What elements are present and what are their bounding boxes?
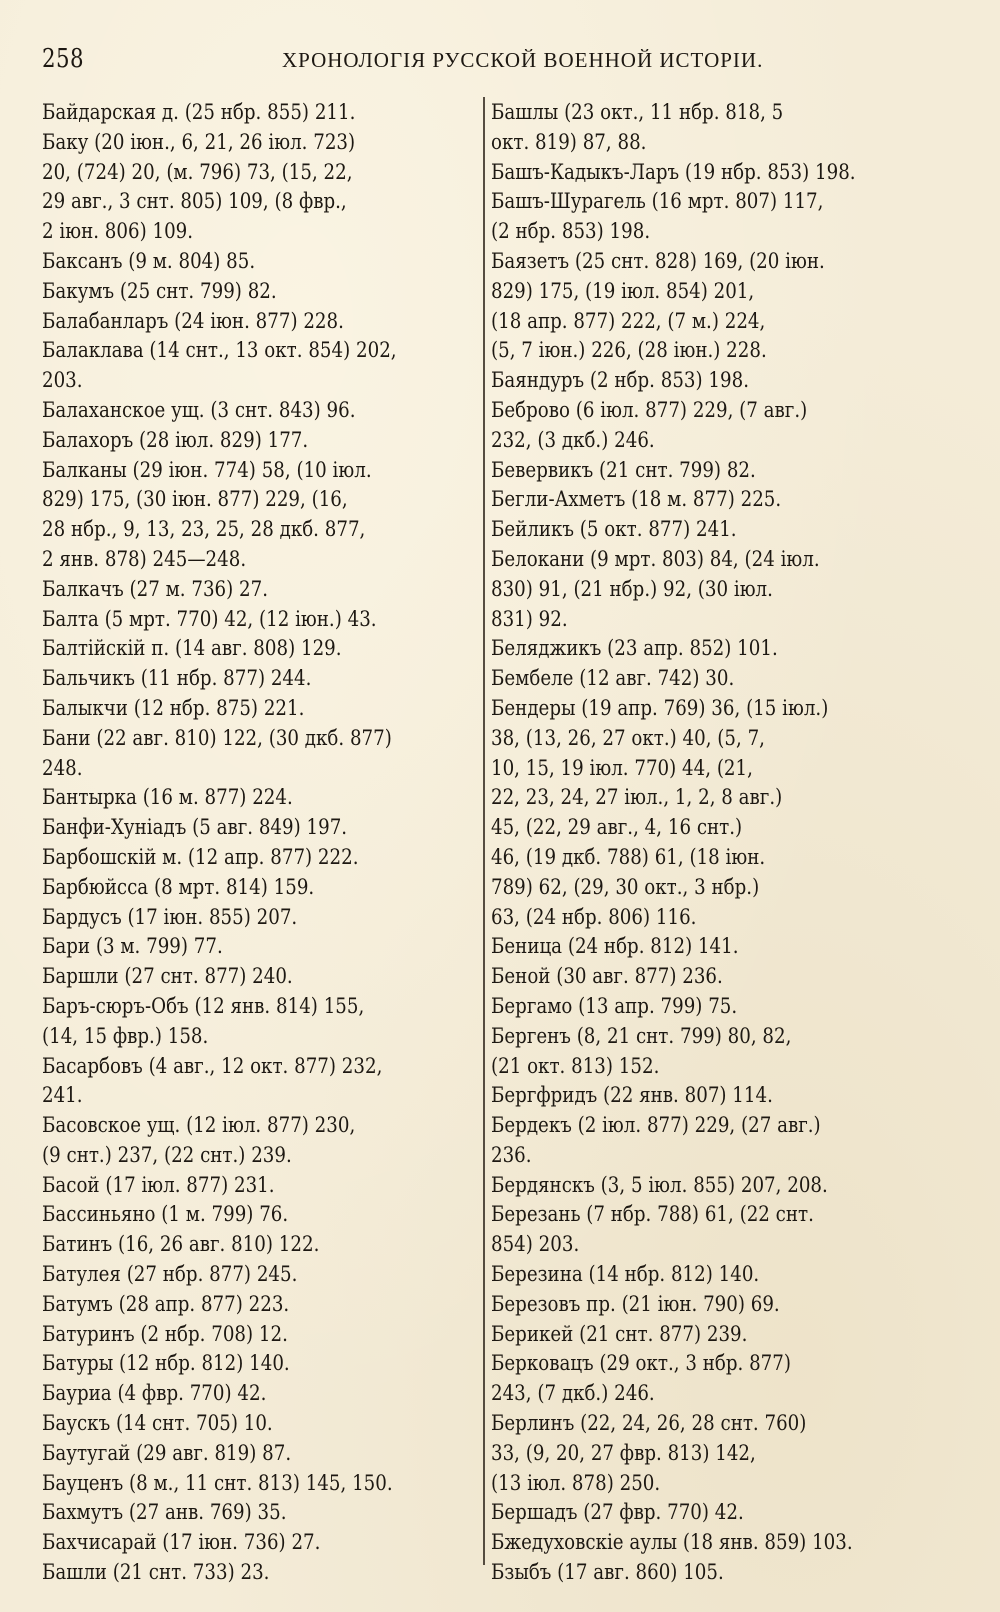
index-entry-headword-line: Бардусъ (17 іюн. 855) 207. [42, 903, 298, 929]
index-entry [491, 484, 962, 514]
index-entry-headword-line: Беница (24 нбр. 812) 141. [491, 933, 739, 959]
index-entry [42, 1229, 492, 1259]
index-entry-headword-line: Берикей (21 снт. 877) 239. [491, 1320, 748, 1346]
index-entry [42, 1438, 492, 1468]
index-entry-continuation-line: (14, 15 фвр.) 158. [42, 1022, 209, 1048]
index-entry [42, 1527, 492, 1557]
index-entry-headword-line: Басовское ущ. (12 іюл. 877) 230, [42, 1112, 356, 1138]
index-entry-continuation-line: 243, (7 дкб.) 246. [491, 1380, 655, 1406]
index-entry [491, 1170, 962, 1200]
index-entry-headword-line: Балаклава (14 снт., 13 окт. 854) 202, [42, 337, 397, 363]
index-entry-headword-line: Бантырка (16 м. 877) 224. [42, 784, 293, 810]
index-entry-headword-line: Бевервикъ (21 снт. 799) 82. [491, 456, 756, 482]
index-entry-headword-line: Барбюйсса (8 мрт. 814) 159. [42, 873, 315, 899]
index-entry [491, 931, 962, 961]
index-entry-continuation-line: окт. 819) 87, 88. [491, 128, 647, 154]
index-entry-headword-line: Басарбовъ (4 авг., 12 окт. 877) 232, [42, 1052, 383, 1078]
index-entry [491, 693, 962, 931]
index-entry-continuation-line: 10, 15, 19 іюл. 770) 44, (21, [491, 754, 753, 780]
index-entry-continuation-line: 203. [42, 367, 83, 393]
index-entry [42, 723, 492, 783]
index-entry-headword-line: Балтійскій п. (14 авг. 808) 129. [42, 635, 342, 661]
index-entry-headword-line: Бахмутъ (27 анв. 769) 35. [42, 1499, 287, 1525]
index-entry [42, 872, 492, 902]
index-entry-headword-line: Батумъ (28 апр. 877) 223. [42, 1290, 290, 1316]
index-entry [491, 455, 962, 485]
index-entry [42, 812, 492, 842]
index-entry-continuation-line: 22, 23, 24, 27 іюл., 1, 2, 8 авг.) [491, 784, 783, 810]
index-entry-headword-line: Бауценъ (8 м., 11 снт. 813) 145, 150. [42, 1469, 393, 1495]
index-entry-headword-line: Балаханское ущ. (3 снт. 843) 96. [42, 396, 356, 422]
index-entry [42, 1289, 492, 1319]
index-entry [42, 246, 492, 276]
index-entry-headword-line: Бердекъ (2 іюл. 877) 229, (27 авг.) [491, 1112, 821, 1138]
index-entry [42, 604, 492, 634]
index-entry-continuation-line: 2 іюн. 806) 109. [42, 218, 194, 244]
index-entry [42, 1170, 492, 1200]
index-entry [491, 633, 962, 663]
index-entry [42, 1497, 492, 1527]
index-entry-headword-line: Баръ-сюръ-Объ (12 янв. 814) 155, [42, 992, 365, 1018]
index-entry-headword-line: Бахчисарай (17 іюн. 736) 27. [42, 1529, 321, 1555]
index-entry [42, 425, 492, 455]
index-entry-headword-line: Березань (7 нбр. 788) 61, (22 снт. [491, 1201, 814, 1227]
index-entry-headword-line: Белокани (9 мрт. 803) 84, (24 іюл. [491, 545, 820, 571]
index-entry-headword-line: Барбошскій м. (12 апр. 877) 222. [42, 843, 359, 869]
index-entry-headword-line: Березовъ пр. (21 іюн. 790) 69. [491, 1290, 780, 1316]
index-entry [42, 1408, 492, 1438]
index-entry-headword-line: Балта (5 мрт. 770) 42, (12 іюн.) 43. [42, 605, 377, 631]
index-entry [42, 1319, 492, 1349]
index-entry-continuation-line: 830) 91, (21 нбр.) 92, (30 іюл. [491, 575, 773, 601]
index-entry-continuation-line: (9 снт.) 237, (22 снт.) 239. [42, 1141, 292, 1167]
index-entry-headword-line: Балабанларъ (24 іюн. 877) 228. [42, 307, 344, 333]
index-entry-headword-line: Березина (14 нбр. 812) 140. [491, 1261, 760, 1287]
running-head [42, 44, 962, 76]
index-entry-continuation-line: 46, (19 дкб. 788) 61, (18 іюн. [491, 843, 766, 869]
index-entry-headword-line: Баускъ (14 снт. 705) 10. [42, 1410, 273, 1436]
index-entry-headword-line: Балахоръ (28 іюл. 829) 177. [42, 426, 309, 452]
index-entry-headword-line: Башъ-Кадыкъ-Ларъ (19 нбр. 853) 198. [491, 158, 856, 184]
index-entry-continuation-line: 248. [42, 754, 83, 780]
index-entry-headword-line: Бергенъ (8, 21 снт. 799) 80, 82, [491, 1022, 792, 1048]
index-entry-headword-line: Бжедуховскіе аулы (18 янв. 859) 103. [491, 1529, 853, 1555]
index-entry [42, 306, 492, 336]
index-entry [42, 276, 492, 306]
index-entry [491, 1497, 962, 1527]
index-entry [491, 1557, 962, 1587]
index-entry-headword-line: Батинъ (16, 26 авг. 810) 122. [42, 1231, 320, 1257]
index-entry-headword-line: Бергамо (13 апр. 799) 75. [491, 992, 738, 1018]
index-entry [491, 961, 962, 991]
index-entry [42, 782, 492, 812]
index-entry-headword-line: Бальчикъ (11 нбр. 877) 244. [42, 665, 312, 691]
index-entry-headword-line: Башли (21 снт. 733) 23. [42, 1559, 270, 1585]
index-entry [491, 186, 962, 246]
index-entry-headword-line: Бендеры (19 апр. 769) 36, (15 іюл.) [491, 694, 829, 720]
index-entry [491, 157, 962, 187]
index-entry [491, 97, 962, 157]
index-entry [42, 1557, 492, 1587]
index-entry-continuation-line: 854) 203. [491, 1231, 580, 1257]
index-entry-continuation-line: 829) 175, (19 іюл. 854) 201, [491, 277, 755, 303]
index-entry-headword-line: Батуринъ (2 нбр. 708) 12. [42, 1320, 288, 1346]
index-column-left [42, 97, 467, 1587]
index-entry-headword-line: Бергфридъ (22 янв. 807) 114. [491, 1082, 773, 1108]
index-entry [491, 1021, 962, 1081]
index-entry-headword-line: Балкачъ (27 м. 736) 27. [42, 575, 269, 601]
index-entry-headword-line: Баку (20 іюн., 6, 21, 26 іюл. 723) [42, 128, 356, 154]
index-entry-continuation-line: 789) 62, (29, 30 окт., 3 нбр.) [491, 873, 760, 899]
index-entry [42, 1259, 492, 1289]
index-entry-headword-line: Бегли-Ахметъ (18 м. 877) 225. [491, 486, 782, 512]
index-entry-headword-line: Баяндуръ (2 нбр. 853) 198. [491, 367, 749, 393]
index-entry [491, 365, 962, 395]
index-column-right [491, 97, 941, 1587]
index-entry-headword-line: Баршли (27 снт. 877) 240. [42, 963, 293, 989]
index-entry-continuation-line: 33, (9, 20, 27 фвр. 813) 142, [491, 1439, 756, 1465]
index-entry-headword-line: Бауриа (4 фвр. 770) 42. [42, 1380, 267, 1406]
index-entry [491, 1527, 962, 1557]
index-entry-continuation-line: 38, (13, 26, 27 окт.) 40, (5, 7, [491, 724, 765, 750]
index-entry [42, 1110, 492, 1170]
index-columns [42, 97, 962, 1585]
index-entry [491, 1080, 962, 1110]
index-entry [491, 991, 962, 1021]
index-entry [491, 1199, 962, 1259]
index-entry-headword-line: Балыкчи (12 нбр. 875) 221. [42, 694, 305, 720]
index-entry [491, 246, 962, 365]
index-entry-continuation-line: 63, (24 нбр. 806) 116. [491, 903, 697, 929]
index-entry [491, 544, 962, 633]
index-entry-headword-line: Берлинъ (22, 24, 26, 28 снт. 760) [491, 1410, 807, 1436]
index-entry-headword-line: Баутугай (29 авг. 819) 87. [42, 1439, 292, 1465]
index-entry-headword-line: Балканы (29 іюн. 774) 58, (10 іюл. [42, 456, 372, 482]
index-entry-headword-line: Бассиньяно (1 м. 799) 76. [42, 1201, 289, 1227]
index-entry-headword-line: Беляджикъ (23 апр. 852) 101. [491, 635, 778, 661]
index-entry-headword-line: Баксанъ (9 м. 804) 85. [42, 247, 256, 273]
index-entry-headword-line: Бакумъ (25 снт. 799) 82. [42, 277, 277, 303]
index-entry-continuation-line: 232, (3 дкб.) 246. [491, 426, 655, 452]
index-entry [42, 693, 492, 723]
index-entry [42, 931, 492, 961]
index-entry [42, 97, 492, 127]
index-entry [42, 1378, 492, 1408]
index-entry-headword-line: Бембеле (12 авг. 742) 30. [491, 665, 735, 691]
index-entry-headword-line: Бари (3 м. 799) 77. [42, 933, 223, 959]
index-entry [42, 127, 492, 246]
index-entry [42, 842, 492, 872]
index-entry-continuation-line: (18 апр. 877) 222, (7 м.) 224, [491, 307, 766, 333]
index-entry [491, 1348, 962, 1408]
index-entry-headword-line: Баязетъ (25 снт. 828) 169, (20 іюн. [491, 247, 825, 273]
index-entry-headword-line: Бершадъ (27 фвр. 770) 42. [491, 1499, 744, 1525]
index-entry-continuation-line: 29 авг., 3 снт. 805) 109, (8 фвр., [42, 188, 347, 214]
index-entry [42, 335, 492, 395]
index-entry-continuation-line: (2 нбр. 853) 198. [491, 218, 651, 244]
index-entry-headword-line: Батулея (27 нбр. 877) 245. [42, 1261, 298, 1287]
index-entry-continuation-line: 831) 92. [491, 605, 568, 631]
index-entry [42, 902, 492, 932]
index-entry-headword-line: Берковацъ (29 окт., 3 нбр. 877) [491, 1350, 791, 1376]
index-entry-headword-line: Беброво (6 іюл. 877) 229, (7 авг.) [491, 396, 808, 422]
index-entry-continuation-line: 20, (724) 20, (м. 796) 73, (15, 22, [42, 158, 353, 184]
index-entry-headword-line: Бани (22 авг. 810) 122, (30 дкб. 877) [42, 724, 392, 750]
index-entry [491, 395, 962, 455]
index-entry-continuation-line: 829) 175, (30 іюн. 877) 229, (16, [42, 486, 348, 512]
index-entry-headword-line: Байдарская д. (25 нбр. 855) 211. [42, 99, 356, 124]
index-entry-headword-line: Башлы (23 окт., 11 нбр. 818, 5 [491, 99, 784, 124]
index-entry [42, 663, 492, 693]
index-entry-continuation-line: 2 янв. 878) 245—248. [42, 545, 247, 571]
index-entry-continuation-line: 28 нбр., 9, 13, 23, 25, 28 дкб. 877, [42, 516, 366, 542]
index-entry-continuation-line: 236. [491, 1141, 532, 1167]
index-entry [491, 1319, 962, 1349]
index-entry [491, 1289, 962, 1319]
index-entry-headword-line: Башъ-Шурагель (16 мрт. 807) 117, [491, 188, 824, 214]
index-entry [491, 1408, 962, 1497]
index-entry-continuation-line: (21 окт. 813) 152. [491, 1052, 660, 1078]
index-entry-headword-line: Батуры (12 нбр. 812) 140. [42, 1350, 290, 1376]
index-entry [42, 574, 492, 604]
page-number: 258 [42, 44, 84, 74]
index-entry [42, 1051, 492, 1111]
index-entry [491, 1259, 962, 1289]
index-entry-continuation-line: (5, 7 іюн.) 226, (28 іюн.) 228. [491, 337, 767, 363]
index-entry [42, 1468, 492, 1498]
index-entry-headword-line: Банфи-Хуніадъ (5 авг. 849) 197. [42, 814, 348, 840]
index-entry-continuation-line: 45, (22, 29 авг., 4, 16 снт.) [491, 814, 743, 840]
index-entry [42, 455, 492, 574]
index-entry [42, 1348, 492, 1378]
index-entry-continuation-line: 241. [42, 1082, 83, 1108]
column-divider [483, 97, 485, 1565]
index-entry [42, 633, 492, 663]
index-entry-headword-line: Бейликъ (5 окт. 877) 241. [491, 516, 737, 542]
index-entry [491, 663, 962, 693]
index-entry-headword-line: Басой (17 іюл. 877) 231. [42, 1171, 275, 1197]
index-entry-headword-line: Бердянскъ (3, 5 іюл. 855) 207, 208. [491, 1171, 828, 1197]
index-entry [491, 1110, 962, 1170]
running-title: ХРОНОЛОГІЯ РУССКОЙ ВОЕННОЙ ИСТОРІИ. [282, 48, 764, 72]
index-entry [42, 395, 492, 425]
index-entry-headword-line: Беной (30 авг. 877) 236. [491, 963, 723, 989]
index-entry-headword-line: Бзыбъ (17 авг. 860) 105. [491, 1559, 724, 1585]
index-entry [42, 991, 492, 1051]
index-entry [491, 514, 962, 544]
index-entry [42, 1199, 492, 1229]
index-entry-continuation-line: (13 іюл. 878) 250. [491, 1469, 661, 1495]
index-entry [42, 961, 492, 991]
